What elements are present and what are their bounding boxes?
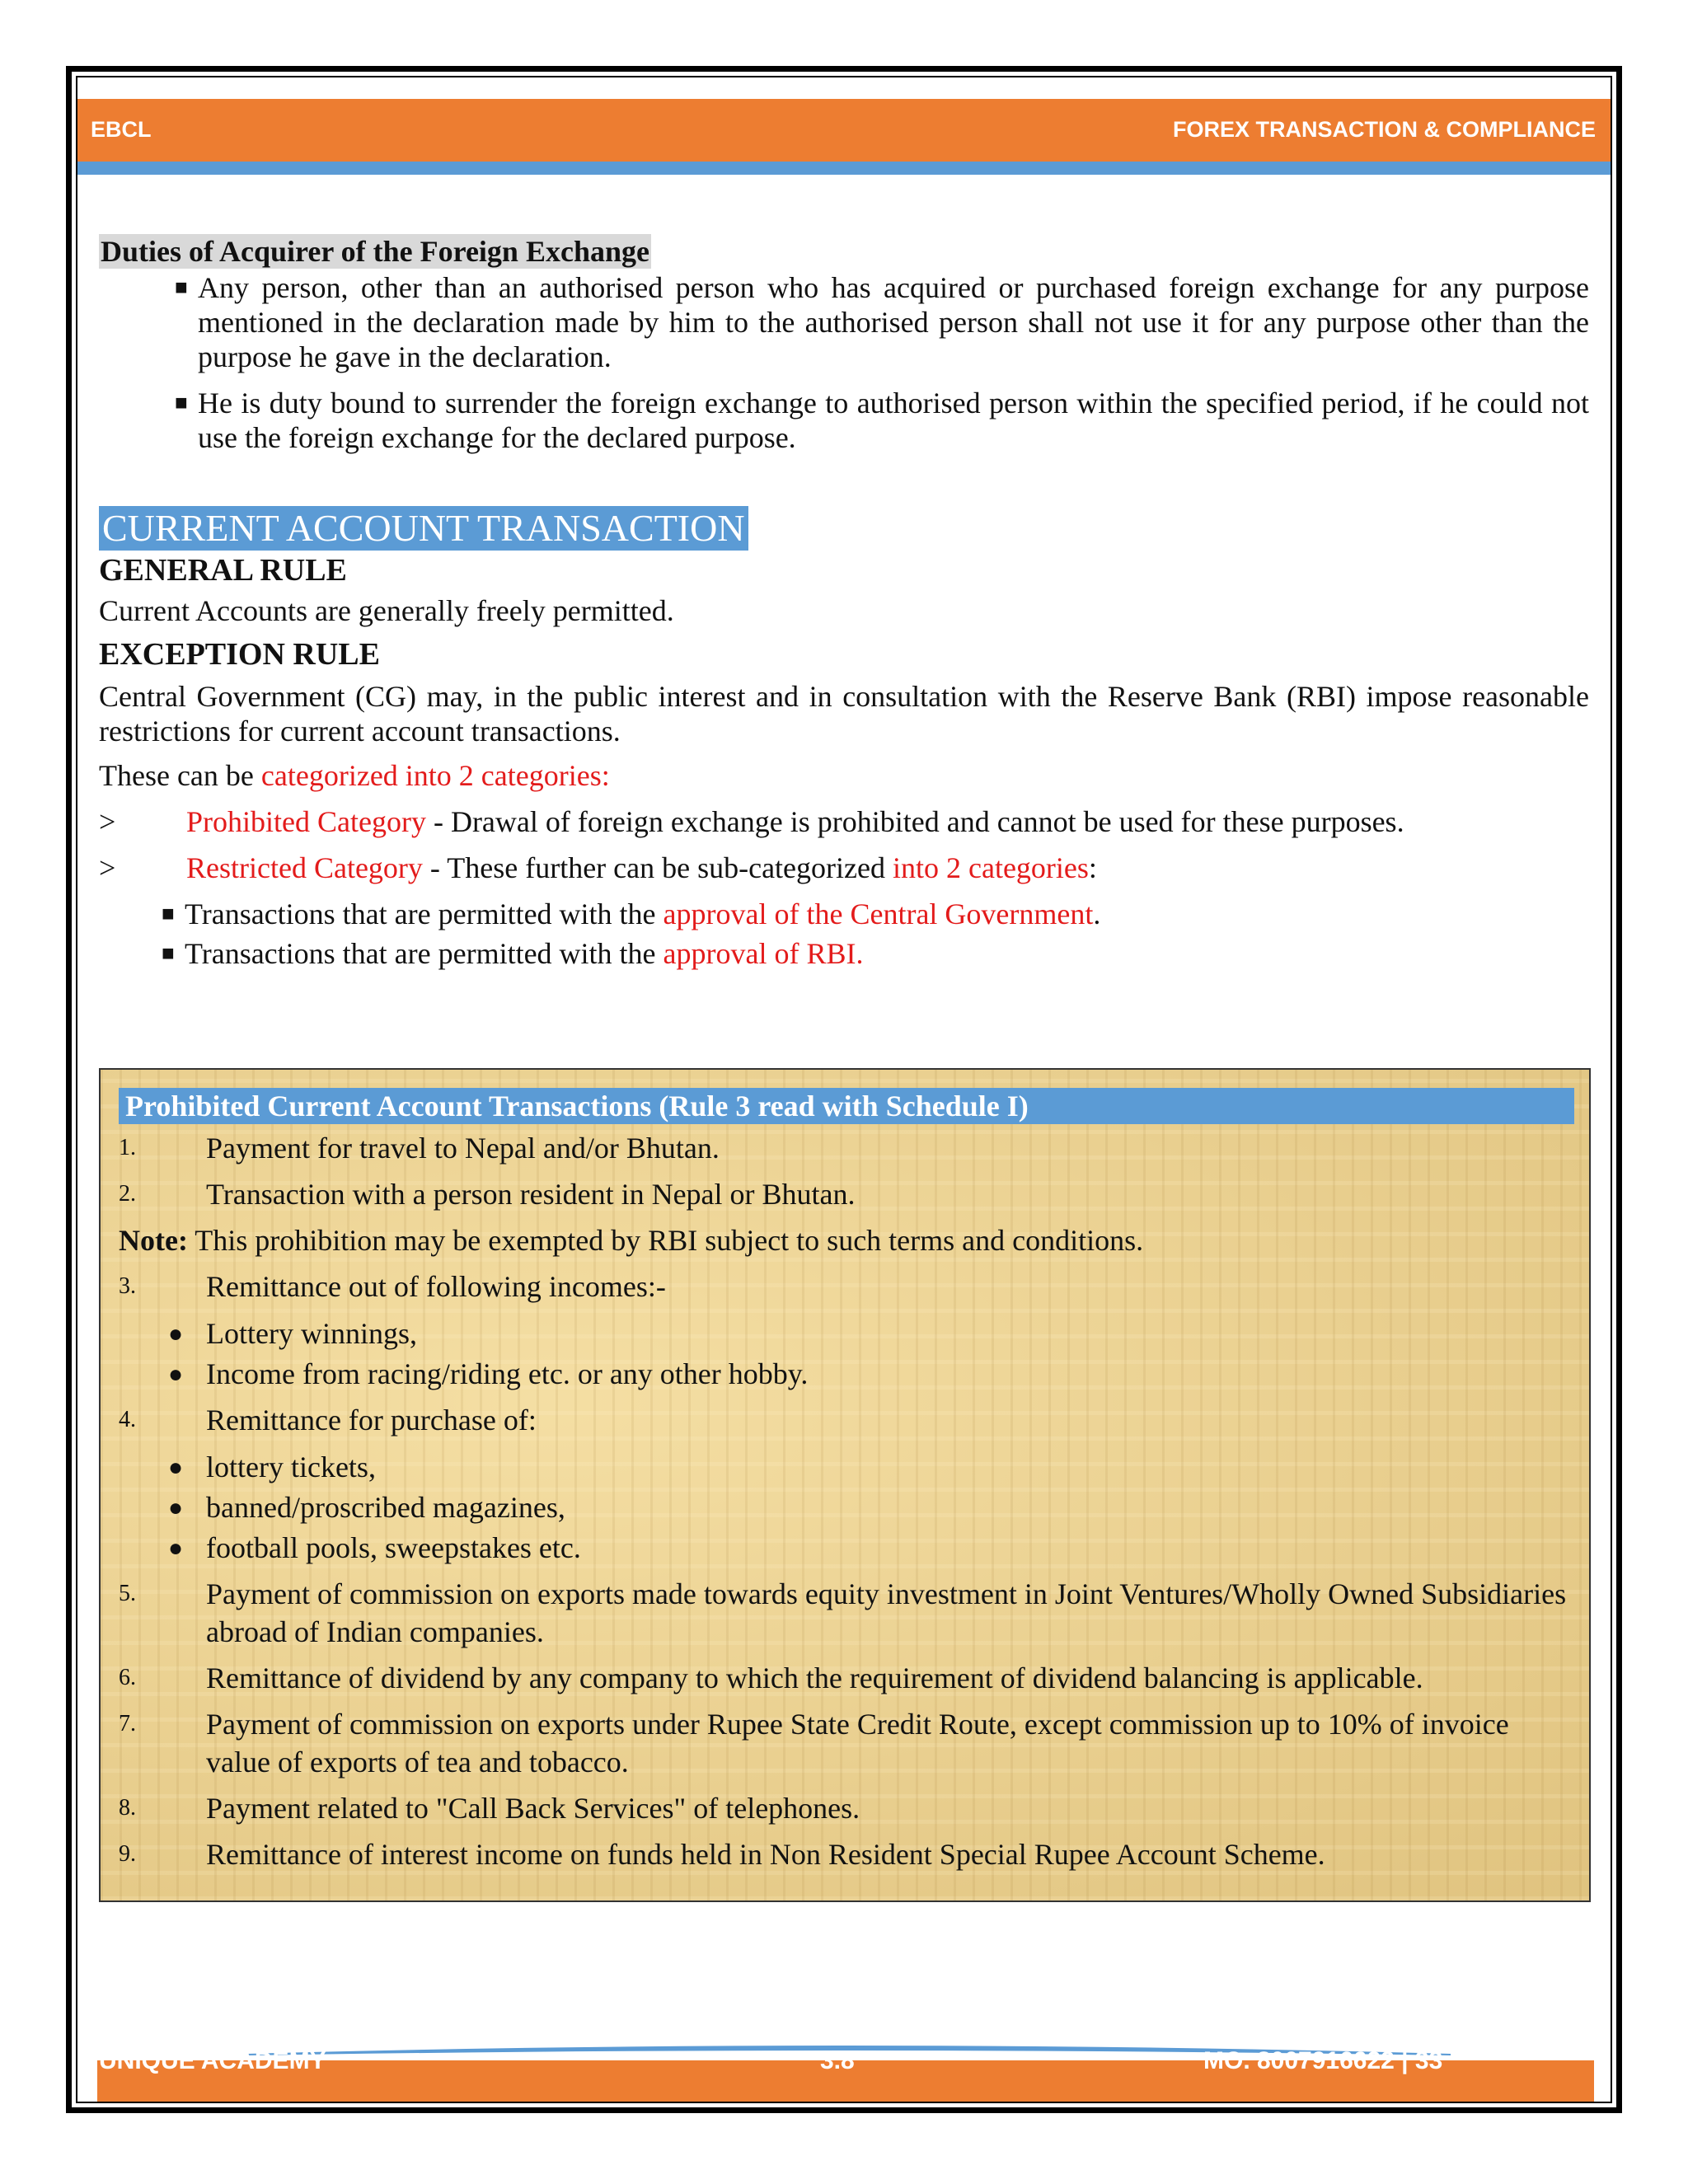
categories-line [99,758,1589,793]
header-stripe [77,162,1611,175]
list-item [119,1659,1574,1697]
footer-left-text: UNIQUE ACADEMY [99,2047,326,2074]
restricted-sub-2-red: approval of RBI. [663,937,864,970]
box-title: Prohibited Current Account Transactions (Rule 3 read with Schedule I) [119,1088,1574,1124]
exception-rule-heading: EXCEPTION RULE [99,637,380,672]
sub-list-item [168,1314,1574,1354]
restricted-sub-2-lead: Transactions that are permitted with the [185,937,663,970]
item-number: 6. [119,1665,136,1690]
dot-bullet-icon: ● [168,1320,184,1347]
header-left-text: EBCL [91,117,152,142]
list-item [119,1268,1574,1305]
prohibited-category-label: Prohibited Category [186,805,426,838]
dot-bullet-icon: ● [168,1494,184,1521]
dot-bullet-icon: ● [168,1535,184,1562]
main-content [99,231,1589,971]
current-account-heading: CURRENT ACCOUNT TRANSACTION [99,506,748,551]
sub-item-text: football pools, sweepstakes etc. [206,1531,581,1564]
restricted-into-2: into 2 categories [892,851,1089,884]
list-item [119,1401,1574,1439]
restricted-category-row [99,851,1589,885]
item-text: Remittance for purchase of: [206,1404,537,1436]
item-text: Transaction with a person resident in Nepal or Bhutan. [206,1178,856,1211]
gt-marker: > [99,851,116,884]
prohibited-category-row [99,804,1589,839]
sub-item-text: lottery tickets, [206,1451,376,1483]
square-bullet-icon: ■ [162,902,175,926]
sub-item-text: banned/proscribed magazines, [206,1491,565,1524]
prohibited-category-text: - Drawal of foreign exchange is prohibited and cannot be used for these purposes. [425,805,1404,838]
item-number: 1. [119,1135,136,1160]
square-bullet-icon: ■ [175,275,188,299]
restricted-sub-2 [162,936,1589,971]
item-text: Payment for travel to Nepal and/or Bhutan. [206,1132,720,1165]
list-item [119,1835,1574,1873]
duties-heading: Duties of Acquirer of the Foreign Exchange [101,235,649,268]
sub-list-item [168,1488,1574,1528]
sub-item-text: Lottery winnings, [206,1317,417,1350]
header-right-text: FOREX TRANSACTION & COMPLIANCE [1173,117,1596,142]
item-text: Payment of commission on exports made towards equity investment in Joint Ventures/Wholly Owned Subsidiaries abroad of Indian companies. [206,1577,1567,1648]
dot-bullet-icon: ● [168,1361,184,1388]
note-label: Note: [119,1224,188,1257]
categories-red: categorized into 2 categories: [260,759,610,792]
item-number: 3. [119,1273,136,1299]
square-bullet-icon: ■ [162,941,175,965]
list-item [119,1789,1574,1827]
dot-bullet-icon: ● [168,1454,184,1481]
restricted-category-text: - These further can be sub-categorized [422,851,893,884]
item-text: Payment of commission on exports under Rupee State Credit Route, except commission up to 10% of invoice value of exports of tea and tobacco. [206,1708,1509,1779]
list-item [119,1575,1574,1651]
duties-bullet-1 [175,270,1589,374]
restricted-sub-1-end: . [1093,898,1101,930]
page-header [77,99,1611,162]
general-rule-text: Current Accounts are generally freely permitted. [99,594,674,627]
item-number: 9. [119,1841,136,1867]
duties-bullet-2 [175,386,1589,455]
list-item [119,1129,1574,1167]
list-item [119,1705,1574,1781]
restricted-sub-1-red: approval of the Central Government [663,898,1094,930]
list-item [119,1175,1574,1213]
item-number: 2. [119,1181,136,1207]
sub-item-text: Income from racing/riding etc. or any other hobby. [206,1357,809,1390]
duties-bullet-2-text: He is duty bound to surrender the foreign exchange to authorised person within the specified period, if he could not use the foreign exchange for the declared purpose. [198,387,1589,454]
item-text: Payment related to "Call Back Services" of telephones. [206,1792,860,1825]
exception-rule-text: Central Government (CG) may, in the public interest and in consultation with the Reserve Bank (RBI) impose reasonable restrictions for current account transactions. [99,680,1589,748]
item-number: 5. [119,1581,136,1606]
square-bullet-icon: ■ [175,391,188,415]
note-text: This prohibition may be exempted by RBI subject to such terms and conditions. [187,1224,1144,1257]
general-rule-heading: GENERAL RULE [99,553,347,588]
gt-marker: > [99,805,116,838]
item-number: 4. [119,1407,136,1432]
note-row [119,1221,1574,1259]
item-number: 8. [119,1795,136,1821]
restricted-sub-1 [162,897,1589,931]
restricted-category-label: Restricted Category [186,851,423,884]
item-text: Remittance of interest income on funds held in Non Resident Special Rupee Account Scheme. [206,1838,1325,1871]
sub-list-item [168,1447,1574,1488]
footer-page-number: 3.8 [820,2047,855,2074]
categories-lead: These can be [99,759,261,792]
restricted-colon: : [1088,851,1097,884]
item-text: Remittance out of following incomes:- [206,1270,666,1303]
box-body [119,1129,1574,1873]
sub-list-item [168,1528,1574,1568]
prohibited-transactions-box [99,1068,1591,1902]
item-number: 7. [119,1711,136,1736]
restricted-sub-1-lead: Transactions that are permitted with the [185,898,663,930]
duties-bullet-1-text: Any person, other than an authorised person who has acquired or purchased foreign exchange for any purpose mentioned in the declaration made by him to the authorised person shall not use it for any purpose other than the purpose he gave in the declaration. [198,271,1589,373]
footer-right-text: MO. 8007916622 | 33 [1203,2047,1443,2074]
item-text: Remittance of dividend by any company to which the requirement of dividend balancing is applicable. [206,1661,1423,1694]
sub-list-item [168,1354,1574,1394]
